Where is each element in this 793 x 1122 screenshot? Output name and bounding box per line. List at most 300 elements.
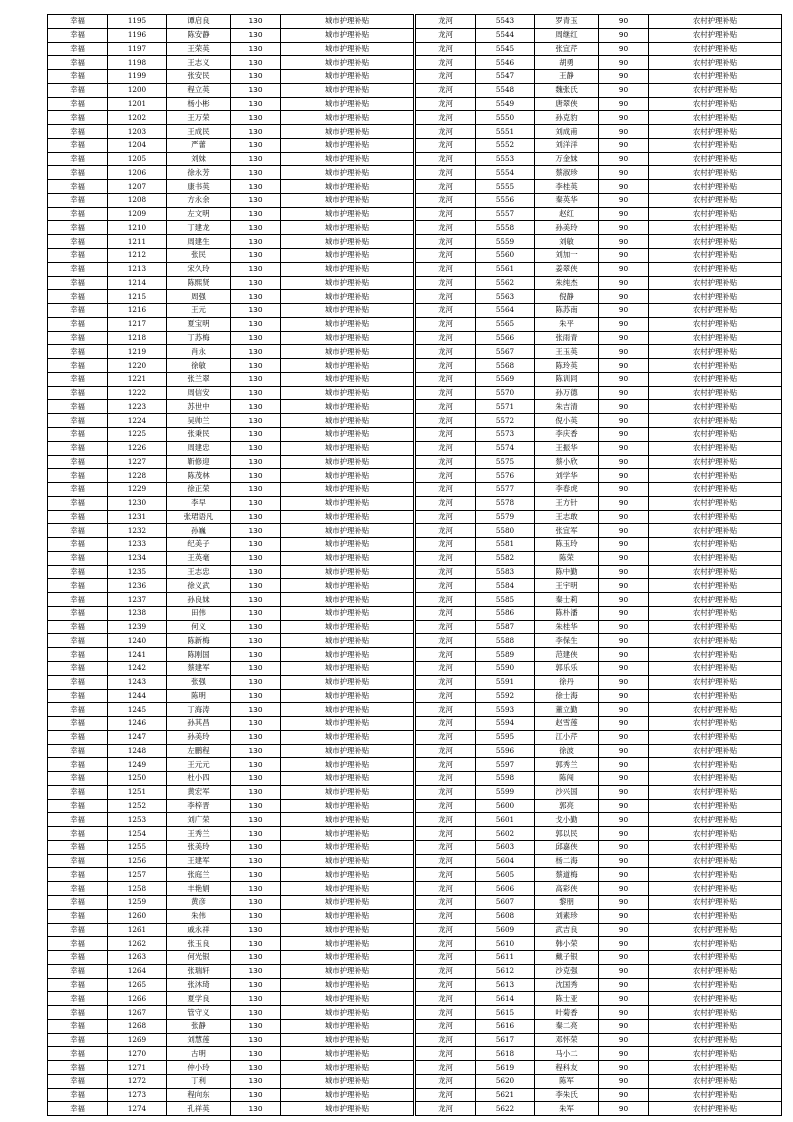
amount-cell: 130 (231, 978, 281, 992)
table-row (48, 83, 414, 97)
region-cell: 龙河 (416, 689, 476, 703)
name-cell: 倪小英 (535, 414, 599, 428)
subsidy-type-cell: 农村护理补贴 (649, 951, 782, 965)
id-cell: 1224 (108, 414, 167, 428)
name-cell: 陈明 (167, 689, 231, 703)
name-cell: 朱平 (535, 317, 599, 331)
amount-cell: 130 (231, 854, 281, 868)
subsidy-type-cell: 城市护理补贴 (281, 606, 414, 620)
id-cell: 5552 (476, 138, 535, 152)
region-cell: 幸福 (48, 83, 108, 97)
amount-cell: 130 (231, 345, 281, 359)
subsidy-type-cell: 城市护理补贴 (281, 827, 414, 841)
region-cell: 幸福 (48, 854, 108, 868)
name-cell: 魏张氏 (535, 83, 599, 97)
amount-cell: 90 (599, 620, 649, 634)
amount-cell: 130 (231, 799, 281, 813)
id-cell: 1249 (108, 758, 167, 772)
name-cell: 苏世中 (167, 400, 231, 414)
table-row (416, 469, 782, 483)
id-cell: 1271 (108, 1061, 167, 1075)
name-cell: 韩小荣 (535, 937, 599, 951)
amount-cell: 90 (599, 648, 649, 662)
id-cell: 1218 (108, 331, 167, 345)
amount-cell: 130 (231, 359, 281, 373)
amount-cell: 130 (231, 496, 281, 510)
table-row (416, 772, 782, 786)
id-cell: 1250 (108, 772, 167, 786)
amount-cell: 90 (599, 1088, 649, 1102)
amount-cell: 90 (599, 138, 649, 152)
amount-cell: 130 (231, 551, 281, 565)
table-row (48, 565, 414, 579)
region-cell: 幸福 (48, 813, 108, 827)
subsidy-type-cell: 农村护理补贴 (649, 400, 782, 414)
subsidy-type-cell: 城市护理补贴 (281, 1088, 414, 1102)
subsidy-type-cell: 城市护理补贴 (281, 441, 414, 455)
amount-cell: 130 (231, 166, 281, 180)
subsidy-type-cell: 城市护理补贴 (281, 317, 414, 331)
amount-cell: 90 (599, 249, 649, 263)
name-cell: 方永余 (167, 193, 231, 207)
region-cell: 龙河 (416, 909, 476, 923)
subsidy-type-cell: 农村护理补贴 (649, 606, 782, 620)
region-cell: 幸福 (48, 290, 108, 304)
amount-cell: 130 (231, 964, 281, 978)
amount-cell: 130 (231, 620, 281, 634)
region-cell: 幸福 (48, 496, 108, 510)
name-cell: 张兰翠 (167, 372, 231, 386)
region-cell: 幸福 (48, 524, 108, 538)
table-row (48, 868, 414, 882)
subsidy-type-cell: 农村护理补贴 (649, 854, 782, 868)
region-cell: 幸福 (48, 606, 108, 620)
subsidy-type-cell: 农村护理补贴 (649, 331, 782, 345)
id-cell: 1211 (108, 235, 167, 249)
region-cell: 龙河 (416, 593, 476, 607)
name-cell: 张静 (167, 1019, 231, 1033)
name-cell: 王志忠 (167, 565, 231, 579)
table-row (48, 28, 414, 42)
table-row (416, 42, 782, 56)
subsidy-type-cell: 城市护理补贴 (281, 538, 414, 552)
id-cell: 5610 (476, 937, 535, 951)
subsidy-type-cell: 城市护理补贴 (281, 221, 414, 235)
id-cell: 1208 (108, 193, 167, 207)
subsidy-type-cell: 农村护理补贴 (649, 414, 782, 428)
subsidy-type-cell: 农村护理补贴 (649, 317, 782, 331)
id-cell: 5587 (476, 620, 535, 634)
region-cell: 龙河 (416, 951, 476, 965)
region-cell: 幸福 (48, 579, 108, 593)
amount-cell: 90 (599, 606, 649, 620)
region-cell: 龙河 (416, 372, 476, 386)
amount-cell: 90 (599, 97, 649, 111)
id-cell: 5570 (476, 386, 535, 400)
id-cell: 1225 (108, 427, 167, 441)
subsidy-type-cell: 城市护理补贴 (281, 469, 414, 483)
table-row (416, 331, 782, 345)
id-cell: 1202 (108, 111, 167, 125)
name-cell: 徐丹 (535, 675, 599, 689)
region-cell: 龙河 (416, 813, 476, 827)
id-cell: 5615 (476, 1006, 535, 1020)
id-cell: 5547 (476, 70, 535, 84)
id-cell: 5549 (476, 97, 535, 111)
amount-cell: 90 (599, 207, 649, 221)
name-cell: 孙良妹 (167, 593, 231, 607)
amount-cell: 90 (599, 1019, 649, 1033)
table-row (416, 249, 782, 263)
id-cell: 1214 (108, 276, 167, 290)
id-cell: 1226 (108, 441, 167, 455)
table-row (48, 166, 414, 180)
amount-cell: 130 (231, 648, 281, 662)
amount-cell: 90 (599, 1061, 649, 1075)
id-cell: 1216 (108, 304, 167, 318)
subsidy-type-cell: 农村护理补贴 (649, 207, 782, 221)
id-cell: 5554 (476, 166, 535, 180)
subsidy-type-cell: 城市护理补贴 (281, 730, 414, 744)
table-row (416, 923, 782, 937)
region-cell: 幸福 (48, 772, 108, 786)
id-cell: 1254 (108, 827, 167, 841)
name-cell: 陈军 (535, 1074, 599, 1088)
table-row (48, 152, 414, 166)
subsidy-type-cell: 农村护理补贴 (649, 634, 782, 648)
amount-cell: 130 (231, 304, 281, 318)
region-cell: 龙河 (416, 152, 476, 166)
name-cell: 李桂英 (535, 180, 599, 194)
left-table (47, 14, 414, 1116)
region-cell: 幸福 (48, 70, 108, 84)
region-cell: 龙河 (416, 1033, 476, 1047)
subsidy-type-cell: 农村护理补贴 (649, 249, 782, 263)
subsidy-type-cell: 城市护理补贴 (281, 193, 414, 207)
table-row (48, 1019, 414, 1033)
name-cell: 丁海涛 (167, 703, 231, 717)
subsidy-type-cell: 农村护理补贴 (649, 276, 782, 290)
name-cell: 张雨青 (535, 331, 599, 345)
table-row (416, 579, 782, 593)
subsidy-type-cell: 农村护理补贴 (649, 730, 782, 744)
name-cell: 倪静 (535, 290, 599, 304)
subsidy-type-cell: 农村护理补贴 (649, 496, 782, 510)
id-cell: 5545 (476, 42, 535, 56)
amount-cell: 90 (599, 854, 649, 868)
subsidy-type-cell: 城市护理补贴 (281, 15, 414, 29)
amount-cell: 130 (231, 28, 281, 42)
table-row (48, 290, 414, 304)
amount-cell: 130 (231, 1061, 281, 1075)
amount-cell: 130 (231, 15, 281, 29)
subsidy-type-cell: 城市护理补贴 (281, 579, 414, 593)
table-row (416, 785, 782, 799)
id-cell: 5598 (476, 772, 535, 786)
region-cell: 龙河 (416, 235, 476, 249)
name-cell: 陈茂林 (167, 469, 231, 483)
amount-cell: 130 (231, 730, 281, 744)
name-cell: 蔡淑珍 (535, 166, 599, 180)
table-row (48, 1061, 414, 1075)
subsidy-type-cell: 农村护理补贴 (649, 1088, 782, 1102)
id-cell: 1197 (108, 42, 167, 56)
amount-cell: 90 (599, 83, 649, 97)
amount-cell: 90 (599, 593, 649, 607)
subsidy-type-cell: 农村护理补贴 (649, 290, 782, 304)
table-row (48, 221, 414, 235)
table-row (416, 937, 782, 951)
table-row (416, 455, 782, 469)
subsidy-type-cell: 城市护理补贴 (281, 909, 414, 923)
subsidy-type-cell: 农村护理补贴 (649, 937, 782, 951)
region-cell: 龙河 (416, 28, 476, 42)
name-cell: 何义 (167, 620, 231, 634)
region-cell: 龙河 (416, 414, 476, 428)
region-cell: 龙河 (416, 675, 476, 689)
name-cell: 陈玲英 (535, 359, 599, 373)
region-cell: 幸福 (48, 648, 108, 662)
region-cell: 龙河 (416, 923, 476, 937)
table-row (416, 648, 782, 662)
table-row (48, 235, 414, 249)
region-cell: 幸福 (48, 235, 108, 249)
id-cell: 1255 (108, 840, 167, 854)
name-cell: 陈刚国 (167, 648, 231, 662)
id-cell: 5597 (476, 758, 535, 772)
table-row (48, 372, 414, 386)
name-cell: 肖永 (167, 345, 231, 359)
subsidy-type-cell: 农村护理补贴 (649, 483, 782, 497)
amount-cell: 130 (231, 400, 281, 414)
amount-cell: 130 (231, 840, 281, 854)
id-cell: 1206 (108, 166, 167, 180)
id-cell: 5575 (476, 455, 535, 469)
table-row (48, 840, 414, 854)
subsidy-type-cell: 城市护理补贴 (281, 896, 414, 910)
table-row (416, 414, 782, 428)
region-cell: 龙河 (416, 1019, 476, 1033)
subsidy-type-cell: 城市护理补贴 (281, 56, 414, 70)
subsidy-type-cell: 城市护理补贴 (281, 703, 414, 717)
id-cell: 1212 (108, 249, 167, 263)
subsidy-type-cell: 城市护理补贴 (281, 923, 414, 937)
id-cell: 1241 (108, 648, 167, 662)
id-cell: 1259 (108, 896, 167, 910)
subsidy-type-cell: 城市护理补贴 (281, 551, 414, 565)
table-row (48, 964, 414, 978)
name-cell: 唐翠侠 (535, 97, 599, 111)
id-cell: 5582 (476, 551, 535, 565)
region-cell: 龙河 (416, 896, 476, 910)
amount-cell: 130 (231, 524, 281, 538)
amount-cell: 130 (231, 538, 281, 552)
amount-cell: 130 (231, 634, 281, 648)
id-cell: 1210 (108, 221, 167, 235)
subsidy-type-cell: 城市护理补贴 (281, 868, 414, 882)
name-cell: 张玉良 (167, 937, 231, 951)
table-row (416, 152, 782, 166)
subsidy-type-cell: 农村护理补贴 (649, 359, 782, 373)
table-row (416, 840, 782, 854)
id-cell: 1227 (108, 455, 167, 469)
subsidy-type-cell: 农村护理补贴 (649, 909, 782, 923)
id-cell: 5589 (476, 648, 535, 662)
subsidy-type-cell: 农村护理补贴 (649, 193, 782, 207)
region-cell: 龙河 (416, 386, 476, 400)
table-row (416, 882, 782, 896)
table-row (48, 207, 414, 221)
name-cell: 陈玉玲 (535, 538, 599, 552)
amount-cell: 90 (599, 152, 649, 166)
amount-cell: 90 (599, 42, 649, 56)
id-cell: 5550 (476, 111, 535, 125)
table-row (416, 675, 782, 689)
region-cell: 幸福 (48, 1088, 108, 1102)
name-cell: 刘洋洋 (535, 138, 599, 152)
name-cell: 黄彦 (167, 896, 231, 910)
table-row (416, 538, 782, 552)
name-cell: 陈荣 (535, 551, 599, 565)
amount-cell: 130 (231, 661, 281, 675)
amount-cell: 130 (231, 125, 281, 139)
amount-cell: 90 (599, 785, 649, 799)
name-cell: 张民 (167, 249, 231, 263)
name-cell: 董立勤 (535, 703, 599, 717)
id-cell: 5595 (476, 730, 535, 744)
table-row (48, 951, 414, 965)
region-cell: 龙河 (416, 331, 476, 345)
amount-cell: 130 (231, 180, 281, 194)
subsidy-type-cell: 城市护理补贴 (281, 689, 414, 703)
subsidy-type-cell: 城市护理补贴 (281, 648, 414, 662)
name-cell: 张安民 (167, 70, 231, 84)
table-row (48, 386, 414, 400)
table-row (48, 785, 414, 799)
id-cell: 1199 (108, 70, 167, 84)
id-cell: 1248 (108, 744, 167, 758)
subsidy-type-cell: 农村护理补贴 (649, 1074, 782, 1088)
subsidy-type-cell: 城市护理补贴 (281, 799, 414, 813)
table-row (416, 1019, 782, 1033)
region-cell: 幸福 (48, 249, 108, 263)
subsidy-type-cell: 城市护理补贴 (281, 1033, 414, 1047)
table-row (416, 799, 782, 813)
region-cell: 幸福 (48, 978, 108, 992)
amount-cell: 130 (231, 441, 281, 455)
table-row (416, 703, 782, 717)
amount-cell: 90 (599, 730, 649, 744)
subsidy-type-cell: 城市护理补贴 (281, 565, 414, 579)
subsidy-type-cell: 城市护理补贴 (281, 70, 414, 84)
region-cell: 龙河 (416, 758, 476, 772)
region-cell: 龙河 (416, 97, 476, 111)
table-row (48, 125, 414, 139)
amount-cell: 130 (231, 882, 281, 896)
name-cell: 刘素珍 (535, 909, 599, 923)
id-cell: 5577 (476, 483, 535, 497)
id-cell: 1261 (108, 923, 167, 937)
amount-cell: 130 (231, 97, 281, 111)
table-row (48, 703, 414, 717)
id-cell: 1234 (108, 551, 167, 565)
region-cell: 幸福 (48, 827, 108, 841)
subsidy-type-cell: 城市护理补贴 (281, 235, 414, 249)
region-cell: 龙河 (416, 661, 476, 675)
id-cell: 1204 (108, 138, 167, 152)
amount-cell: 130 (231, 455, 281, 469)
amount-cell: 130 (231, 703, 281, 717)
amount-cell: 130 (231, 992, 281, 1006)
name-cell: 王志义 (167, 56, 231, 70)
table-row (416, 964, 782, 978)
name-cell: 郭秀兰 (535, 758, 599, 772)
table-row (48, 758, 414, 772)
id-cell: 5585 (476, 593, 535, 607)
amount-cell: 90 (599, 689, 649, 703)
subsidy-type-cell: 农村护理补贴 (649, 221, 782, 235)
subsidy-type-cell: 农村护理补贴 (649, 1047, 782, 1061)
name-cell: 田伟 (167, 606, 231, 620)
id-cell: 5611 (476, 951, 535, 965)
name-cell: 武吉良 (535, 923, 599, 937)
subsidy-type-cell: 农村护理补贴 (649, 138, 782, 152)
region-cell: 幸福 (48, 427, 108, 441)
table-row (416, 896, 782, 910)
name-cell: 叶菊香 (535, 1006, 599, 1020)
amount-cell: 130 (231, 483, 281, 497)
name-cell: 谭启良 (167, 15, 231, 29)
subsidy-type-cell: 农村护理补贴 (649, 538, 782, 552)
amount-cell: 90 (599, 427, 649, 441)
amount-cell: 90 (599, 896, 649, 910)
subsidy-type-cell: 农村护理补贴 (649, 551, 782, 565)
table-row (48, 304, 414, 318)
name-cell: 徐敏 (167, 359, 231, 373)
id-cell: 5596 (476, 744, 535, 758)
id-cell: 5544 (476, 28, 535, 42)
region-cell: 龙河 (416, 854, 476, 868)
table-row (48, 538, 414, 552)
name-cell: 王静 (535, 70, 599, 84)
name-cell: 沙兴国 (535, 785, 599, 799)
name-cell: 徐正荣 (167, 483, 231, 497)
id-cell: 5621 (476, 1088, 535, 1102)
amount-cell: 90 (599, 923, 649, 937)
name-cell: 李保生 (535, 634, 599, 648)
table-row (416, 372, 782, 386)
subsidy-type-cell: 农村护理补贴 (649, 565, 782, 579)
id-cell: 1222 (108, 386, 167, 400)
table-row (48, 882, 414, 896)
id-cell: 1240 (108, 634, 167, 648)
subsidy-type-cell: 农村护理补贴 (649, 510, 782, 524)
subsidy-type-cell: 城市护理补贴 (281, 758, 414, 772)
id-cell: 1228 (108, 469, 167, 483)
region-cell: 龙河 (416, 744, 476, 758)
subsidy-type-cell: 城市护理补贴 (281, 152, 414, 166)
name-cell: 孙万德 (535, 386, 599, 400)
amount-cell: 130 (231, 1074, 281, 1088)
subsidy-type-cell: 农村护理补贴 (649, 28, 782, 42)
name-cell: 陈安静 (167, 28, 231, 42)
table-row (416, 1102, 782, 1116)
table-row (48, 317, 414, 331)
id-cell: 1219 (108, 345, 167, 359)
table-row (48, 427, 414, 441)
subsidy-type-cell: 城市护理补贴 (281, 964, 414, 978)
id-cell: 1196 (108, 28, 167, 42)
